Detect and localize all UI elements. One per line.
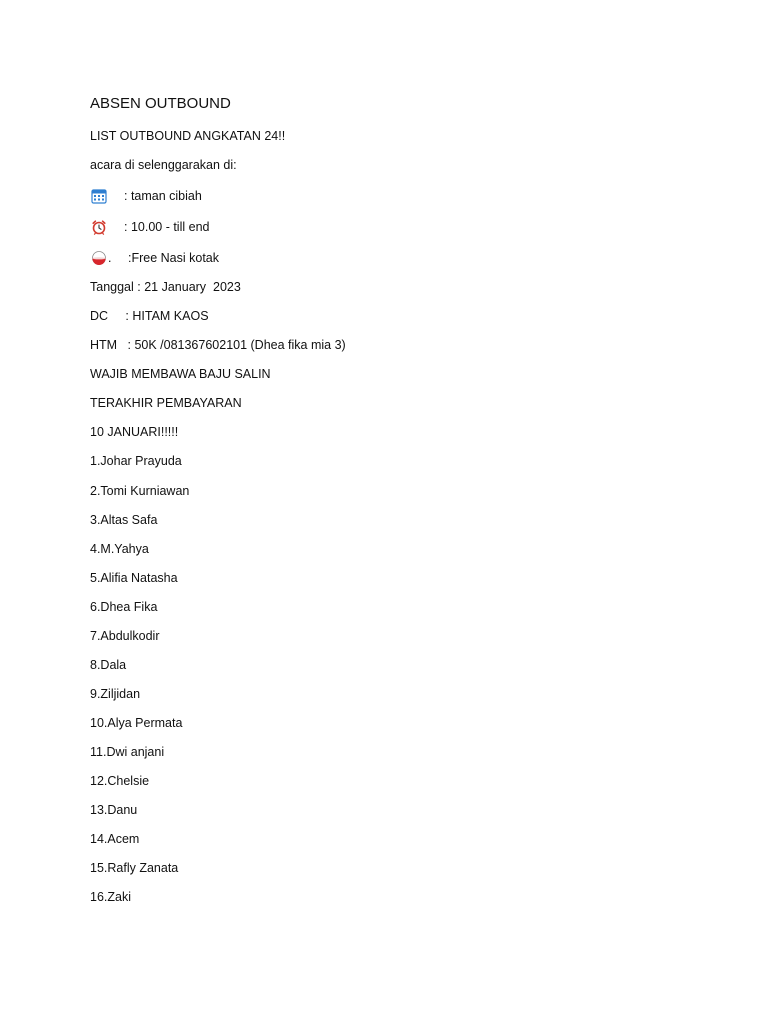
participant-item: 5.Alifia Natasha	[90, 571, 178, 585]
participant-item: 6.Dhea Fika	[90, 600, 158, 614]
subtitle: LIST OUTBOUND ANGKATAN 24!!	[90, 129, 286, 143]
participant-item: 7.Abdulkodir	[90, 629, 160, 643]
intro-text: acara di selenggarakan di:	[90, 158, 237, 172]
participant-item: 13.Danu	[90, 803, 138, 817]
detail-time-text: : 10.00 - till end	[124, 220, 210, 234]
participant-item: 9.Ziljidan	[90, 687, 141, 701]
document-title: ABSEN OUTBOUND	[90, 95, 231, 112]
participant-item: 16.Zaki	[90, 890, 131, 904]
note-line: TERAKHIR PEMBAYARAN	[90, 396, 242, 410]
calendar-icon	[90, 188, 108, 204]
detail-food	[90, 249, 219, 267]
participant-item: 14.Acem	[90, 832, 140, 846]
htm-line: HTM : 50K /081367602101 (Dhea fika mia 3)	[90, 338, 346, 352]
participant-item: 4.M.Yahya	[90, 542, 149, 556]
note-line: 10 JANUARI!!!!!	[90, 425, 179, 439]
detail-food-text: :Free Nasi kotak	[128, 251, 220, 265]
bowl-icon	[90, 250, 108, 266]
dresscode-line: DC : HITAM KAOS	[90, 309, 209, 323]
alarm-clock-icon	[90, 219, 108, 235]
bowl-suffix: .	[108, 251, 112, 265]
participant-item: 10.Alya Permata	[90, 716, 183, 730]
participant-item: 2.Tomi Kurniawan	[90, 484, 190, 498]
participant-item: 15.Rafly Zanata	[90, 861, 179, 875]
participant-item: 1.Johar Prayuda	[90, 454, 182, 468]
note-line: WAJIB MEMBAWA BAJU SALIN	[90, 367, 271, 381]
detail-location-text: : taman cibiah	[124, 189, 202, 203]
participant-item: 11.Dwi anjani	[90, 745, 165, 759]
participant-item: 8.Dala	[90, 658, 127, 672]
participant-item: 12.Chelsie	[90, 774, 150, 788]
detail-time	[90, 218, 209, 236]
participant-item: 3.Altas Safa	[90, 513, 158, 527]
tanggal-line: Tanggal : 21 January 2023	[90, 280, 241, 294]
detail-location	[90, 187, 202, 205]
